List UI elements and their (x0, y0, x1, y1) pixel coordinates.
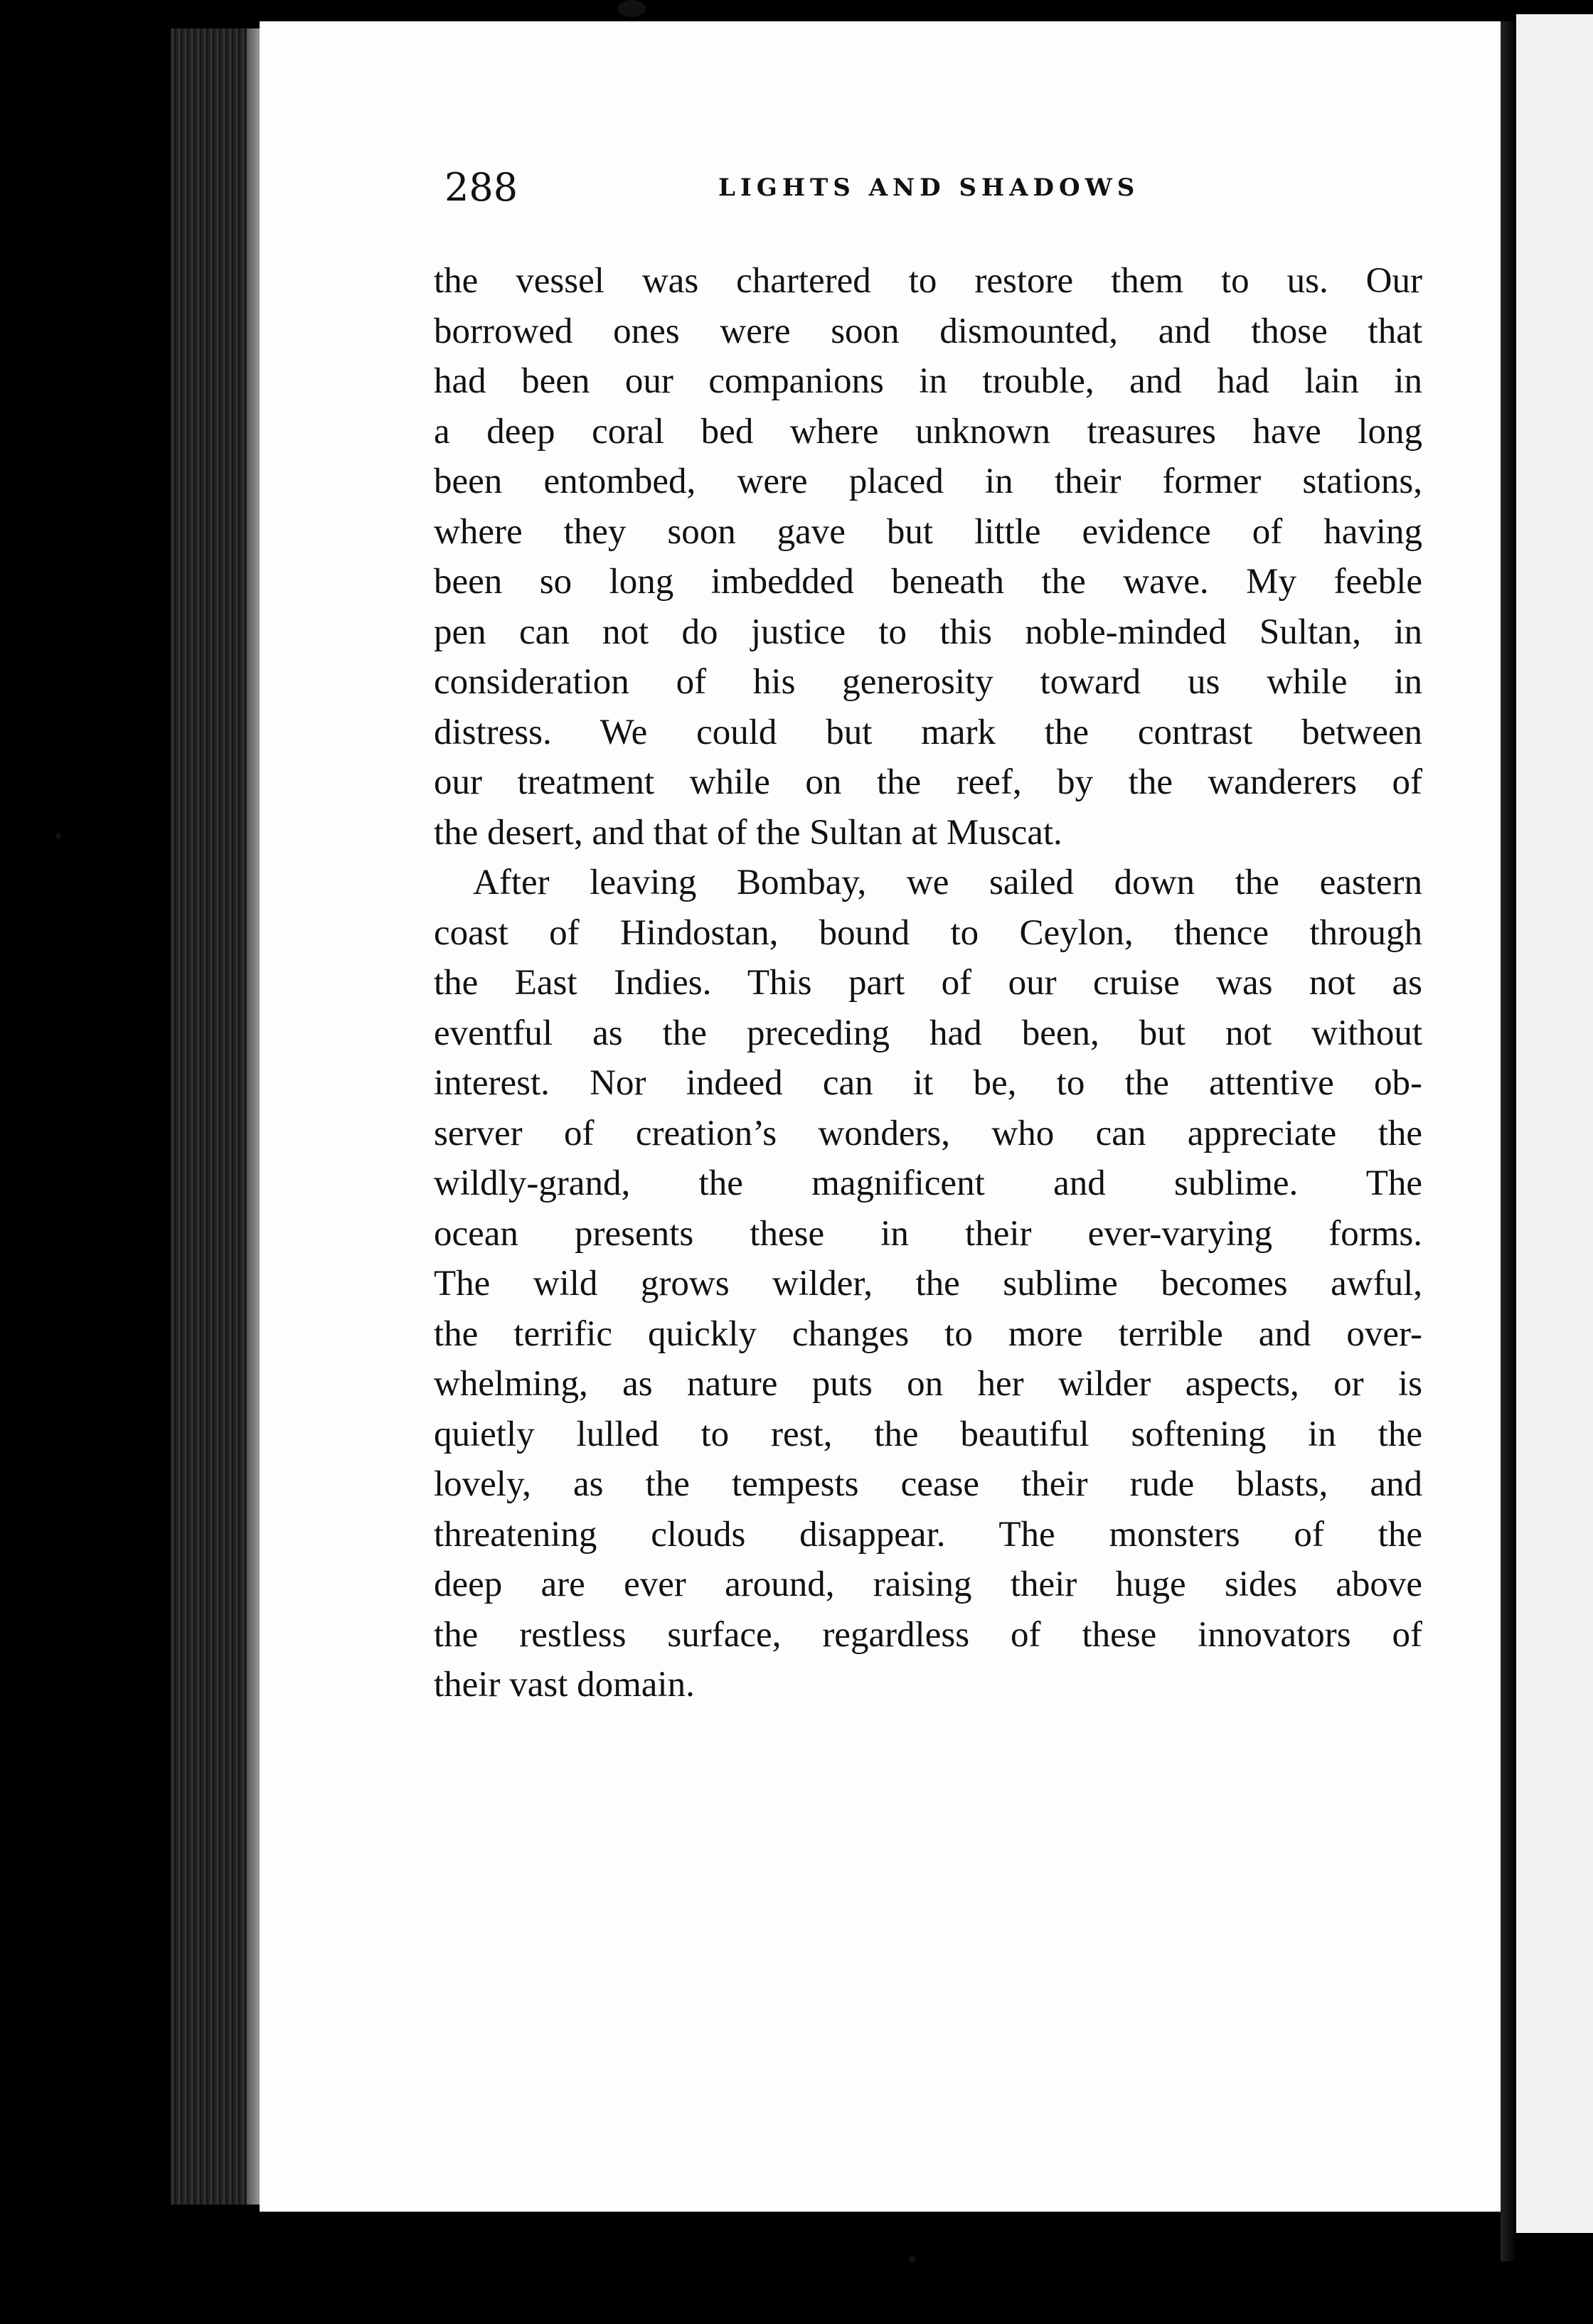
page-block-edges (171, 28, 260, 2205)
text-line: where they soon gave but little evidence of having (434, 511, 1422, 552)
scan-speck (909, 2256, 916, 2263)
text-line: their vast domain. (434, 1665, 695, 1705)
text-line: pen can not do justice to this noble-minded Sultan, in (434, 612, 1422, 652)
scan-speck (55, 833, 61, 839)
text-line: wildly-grand, the magnificent and sublime. The (434, 1163, 1422, 1203)
text-line: the desert, and that of the Sultan at Muscat. (434, 812, 1062, 853)
text-line: coast of Hindostan, bound to Ceylon, thence through (434, 912, 1422, 953)
text-line: consideration of his generosity toward us while in (434, 662, 1422, 702)
text-line: eventful as the preceding had been, but not without (434, 1013, 1422, 1053)
text-line: borrowed ones were soon dismounted, and those that (434, 311, 1422, 351)
text-line: server of creation’s wonders, who can appreciate the (434, 1113, 1422, 1153)
text-line: had been our companions in trouble, and had lain in (434, 361, 1422, 401)
text-line: been entombed, were placed in their former stations, (434, 462, 1422, 501)
text-line: lovely, as the tempests cease their rude blasts, and (434, 1464, 1422, 1504)
facing-page-edge (1516, 14, 1593, 2233)
text-line: quietly lulled to rest, the beautiful softening in the (434, 1414, 1422, 1454)
text-line: our treatment while on the reef, by the wanderers of (434, 762, 1422, 802)
text-line: ocean presents these in their ever-varying forms. (434, 1213, 1422, 1254)
text-line: the terrific quickly changes to more terrible and over- (434, 1313, 1422, 1354)
text-line: the vessel was chartered to restore them to us. Our (434, 261, 1422, 301)
scan-speck (617, 0, 646, 17)
running-title: LIGHTS AND SHADOWS (718, 174, 1140, 202)
running-head (444, 165, 1419, 215)
body-text (434, 256, 1422, 1710)
page-number: 288 (444, 165, 518, 210)
text-line: the restless surface, regardless of these innovators of (434, 1614, 1422, 1655)
text-line: After leaving Bombay, we sailed down the eastern (473, 863, 1422, 902)
text-line: The wild grows wilder, the sublime becomes awful, (434, 1264, 1422, 1304)
binding-gutter (1501, 21, 1516, 2261)
text-line: been so long imbedded beneath the wave. My feeble (434, 562, 1422, 602)
paragraph (434, 256, 1422, 858)
text-line: threatening clouds disappear. The monsters of the (434, 1514, 1422, 1555)
text-line: the East Indies. This part of our cruise was not as (434, 963, 1422, 1003)
text-line: deep are ever around, raising their huge sides above (434, 1565, 1422, 1604)
paragraph (434, 858, 1422, 1710)
text-line: interest. Nor indeed can it be, to the attentive ob- (434, 1063, 1422, 1103)
text-line: a deep coral bed where unknown treasures have long (434, 411, 1422, 452)
text-line: whelming, as nature puts on her wilder aspects, or is (434, 1364, 1422, 1404)
text-line: distress. We could but mark the contrast between (434, 712, 1422, 752)
